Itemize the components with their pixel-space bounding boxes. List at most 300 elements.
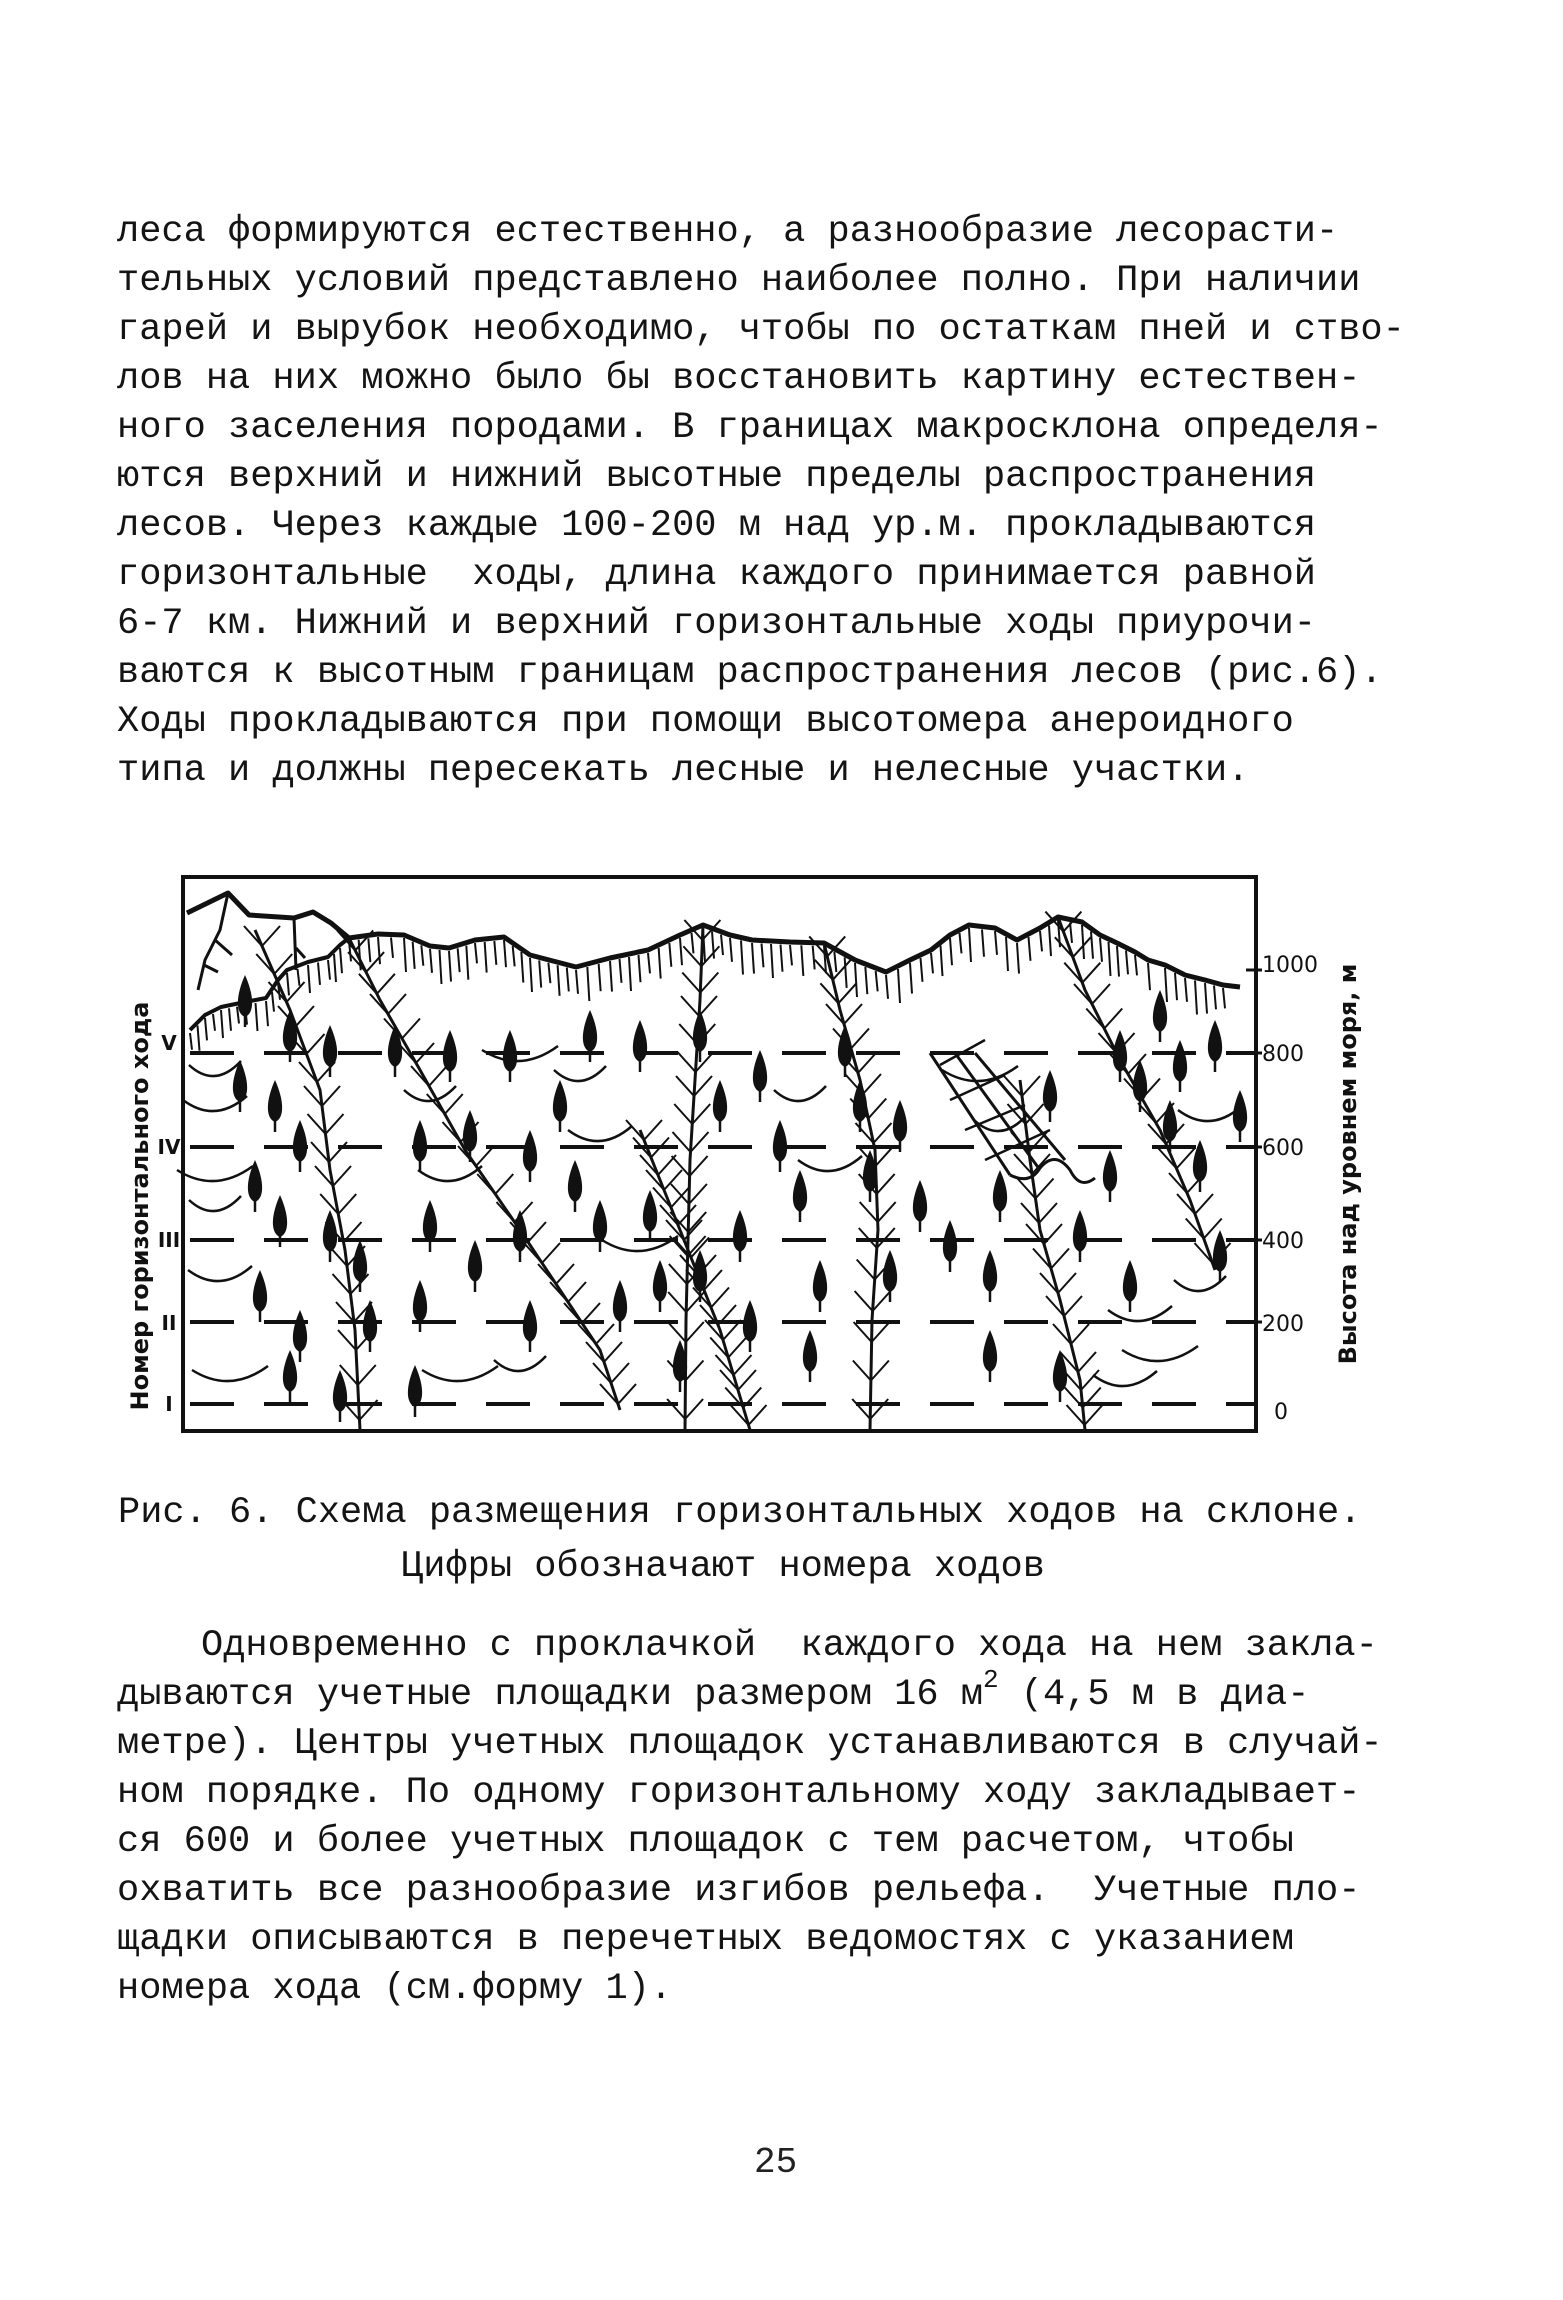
herringbone-stroke [674, 1104, 692, 1124]
hatch-stroke [931, 953, 933, 973]
herringbone-stroke [445, 1094, 463, 1114]
hatch-stroke [198, 1026, 200, 1051]
hatch-stroke [801, 945, 803, 976]
herringbone-stroke [689, 1184, 707, 1204]
text-line: ся 600 и более учетных площадок с тем расчетом, чтобы [117, 1821, 1294, 1863]
hatch-stroke [521, 952, 523, 983]
tree-icon [713, 1080, 727, 1122]
elevation-600: 600 [1262, 1136, 1304, 1161]
hatch-stroke [256, 1003, 258, 1031]
herringbone-stroke [844, 1004, 862, 1024]
traverse-number-1: I [165, 1392, 173, 1416]
herringbone-stroke [596, 1324, 614, 1344]
herringbone-stroke [1085, 1405, 1103, 1425]
hatch-stroke [629, 957, 631, 991]
herringbone-stroke [542, 1243, 560, 1263]
herringbone-stroke [1104, 1009, 1122, 1029]
slope-diagram [0, 840, 1563, 1450]
herringbone-stroke [611, 1363, 629, 1383]
left-axis-label: Номер горизонтального хода [126, 1001, 154, 1411]
hatch-stroke [440, 950, 442, 984]
tree-icon [503, 1030, 517, 1072]
hatch-stroke [318, 963, 320, 985]
hatch-stroke [752, 943, 754, 974]
tree-icon [323, 1025, 337, 1067]
herringbone-stroke [568, 1282, 586, 1302]
herringbone-stroke [877, 1174, 895, 1194]
herringbone-stroke [528, 1222, 546, 1242]
hatch-stroke [539, 960, 541, 987]
valley-lines [244, 912, 1231, 1430]
hatch-stroke [910, 963, 912, 994]
hatch-stroke [876, 971, 878, 991]
hatch-stroke [886, 975, 888, 999]
herringbone-stroke [872, 1322, 890, 1342]
hatch-stroke [790, 945, 792, 965]
hatch-stroke [458, 948, 460, 972]
herringbone-stroke [658, 1155, 676, 1175]
herringbone-stroke [1064, 1296, 1082, 1316]
hatch-stroke [741, 941, 743, 975]
hatch-stroke [190, 1033, 192, 1050]
herringbone-stroke [1022, 1076, 1040, 1096]
herringbone-stroke [1051, 1249, 1069, 1269]
hatch-stroke [404, 938, 406, 972]
hatch-stroke [504, 940, 506, 967]
tree-icon [413, 1280, 427, 1322]
tree-icon [238, 975, 252, 1017]
herringbone-stroke [377, 974, 395, 994]
hatch-stroke [1082, 925, 1084, 959]
herringbone-stroke [868, 1099, 886, 1119]
hatch-stroke [272, 992, 274, 1012]
hatch-stroke [669, 943, 671, 967]
slope-arc [774, 1086, 826, 1101]
text-line: лесов. Через каждые 100-200 м над ур.м. прокладываются [117, 505, 1316, 547]
herringbone-stroke [691, 1132, 709, 1152]
hatch-stroke [659, 948, 661, 979]
herringbone-stroke [860, 1202, 878, 1222]
text-line: 6-7 км. Нижний и верхний горизонтальные ходы приурочи- [117, 603, 1316, 645]
hatch-stroke [430, 949, 432, 973]
tree-icon [268, 1080, 282, 1122]
hatch-stroke [587, 967, 589, 1001]
slope-arc [1093, 1371, 1157, 1386]
hatch-stroke [413, 942, 415, 969]
hatch-stroke [1006, 937, 1008, 971]
hatch-stroke [1109, 942, 1111, 976]
elevation-800: 800 [1262, 1042, 1304, 1067]
hatch-stroke [205, 1018, 207, 1040]
text-line: Одновременно с проклачкой каждого хода на нем закла- [201, 1625, 1378, 1667]
tree-icon [813, 1260, 827, 1302]
herringbone-stroke [1078, 1352, 1096, 1372]
slope-arc [188, 1266, 252, 1281]
hatch-stroke [1205, 983, 1207, 1014]
herringbone-stroke [685, 1361, 703, 1381]
traverse-number-4: IV [157, 1135, 181, 1159]
hatch-stroke [298, 969, 300, 986]
herringbone-stroke [854, 1322, 872, 1342]
herringbone-stroke [871, 1361, 889, 1381]
traverse-number-3: III [157, 1228, 181, 1252]
hatch-stroke [1214, 986, 1216, 1010]
tree-icon [743, 1300, 757, 1342]
tree-icon [443, 1030, 457, 1072]
elevation-0: 0 [1274, 1400, 1288, 1425]
hatch-stroke [692, 933, 694, 953]
tree-icon [693, 1250, 707, 1292]
herringbone-stroke [1039, 1203, 1057, 1223]
herringbone-stroke [749, 1405, 767, 1425]
text-line: охватить все разнообразие изгибов рельефа. Учетные пло- [117, 1870, 1361, 1912]
herringbone-stroke [1058, 1273, 1076, 1293]
tree-icon [363, 1300, 377, 1342]
hatch-stroke [368, 938, 370, 962]
herringbone-stroke [855, 1291, 873, 1311]
tree-icon [913, 1180, 927, 1222]
text-line: тельных условий представлено наиболее полно. При наличии [117, 260, 1361, 302]
hatch-stroke [530, 958, 532, 992]
text-line: леса формируются естественно, а разнообразие лесорасти- [117, 211, 1339, 253]
herringbone-stroke [671, 1188, 689, 1208]
hatch-stroke [1049, 926, 1051, 957]
slope-arc [189, 1061, 241, 1076]
hatch-stroke [334, 954, 336, 982]
hatch-stroke [1117, 946, 1119, 977]
herringbone-stroke [700, 973, 718, 993]
herringbone-stroke [296, 1006, 314, 1026]
tree-icon [323, 1210, 337, 1252]
herringbone-stroke [322, 1086, 340, 1106]
tree-icon [293, 1120, 307, 1162]
hatch-stroke [308, 965, 310, 993]
tree-icon [1123, 1260, 1137, 1302]
hatch-stroke [576, 970, 578, 994]
herringbone-stroke [1195, 1194, 1213, 1214]
right-axis-label: Высота над уровнем моря, м [1334, 963, 1362, 1365]
tree-icon [413, 1120, 427, 1162]
herringbone-stroke [578, 1324, 596, 1344]
mountain-ridge [187, 893, 1240, 1030]
tree-icon [1233, 1090, 1247, 1132]
hatch-stroke [995, 931, 997, 955]
hatched-clearing [930, 1040, 1095, 1183]
text-line: лов на них можно было бы восстановить картину естествен- [117, 358, 1361, 400]
hatch-stroke [558, 965, 560, 996]
herringbone-stroke [338, 1330, 356, 1350]
tree-icon [283, 1350, 297, 1392]
herringbone-stroke [863, 1074, 881, 1094]
herringbone-stroke [678, 1052, 696, 1072]
slope-arc [1122, 1346, 1198, 1361]
hatch-stroke [475, 943, 477, 963]
hatch-stroke [466, 946, 468, 980]
hatch-stroke [513, 946, 515, 966]
tree-icon [388, 1025, 402, 1067]
herringbone-stroke [878, 1202, 896, 1222]
tree-icon [1073, 1210, 1087, 1252]
herringbone-stroke [333, 1166, 351, 1186]
herringbone-stroke [851, 1029, 869, 1049]
hatch-stroke [813, 946, 815, 970]
herringbone-stroke [668, 1322, 686, 1342]
tree-icon [1208, 1020, 1222, 1062]
hatch-stroke [834, 952, 836, 972]
tree-icon [593, 1200, 607, 1242]
text-line: номера хода (см.форму 1). [117, 1968, 673, 2010]
text-line: метре). Центры учетных площадок устанавливаются в случай- [117, 1723, 1383, 1765]
text-line: ваются к высотным границам распространения лесов (рис.6). [117, 652, 1383, 694]
tree-icon [1173, 1040, 1187, 1082]
herringbone-stroke [388, 994, 406, 1014]
text-line: ются верхний и нижний высотные пределы распространения [117, 456, 1316, 498]
hatch-stroke [1148, 963, 1150, 990]
tree-icon [803, 1330, 817, 1372]
hatch-stroke [221, 1010, 223, 1038]
herringbone-stroke [682, 973, 700, 993]
herringbone-stroke [681, 996, 699, 1016]
hatch-stroke [1195, 981, 1197, 1015]
tree-icon [568, 1160, 582, 1202]
herringbone-stroke [326, 1114, 344, 1134]
tree-icon [333, 1370, 347, 1412]
tree-icon [1103, 1150, 1117, 1192]
tree-icon [248, 1160, 262, 1202]
tree-icon [733, 1210, 747, 1252]
tree-icon [838, 1025, 852, 1067]
hatch-stroke [730, 938, 732, 962]
herringbone-stroke [604, 1342, 622, 1362]
herringbone-stroke [853, 1361, 871, 1381]
slope-arc [568, 1126, 632, 1141]
valley-line [1020, 1080, 1085, 1430]
herringbone-stroke [358, 1365, 376, 1385]
herringbone-stroke [550, 1282, 568, 1302]
tree-icon [253, 1270, 267, 1312]
tree-icon [283, 1010, 297, 1052]
tree-icon [993, 1170, 1007, 1212]
herringbone-stroke [1071, 1324, 1089, 1344]
tree-icon [653, 1260, 667, 1302]
tree-icon [883, 1250, 897, 1292]
herringbone-stroke [711, 1288, 729, 1308]
herringbone-stroke [671, 1184, 689, 1204]
tree-icon [273, 1195, 287, 1237]
hatch-stroke [449, 951, 451, 982]
hatch-stroke [610, 961, 612, 992]
hatch-stroke [599, 964, 601, 991]
slope-arc [177, 1166, 253, 1181]
hatch-stroke [1165, 968, 1167, 1002]
hatch-stroke [391, 938, 393, 958]
herringbone-stroke [858, 1053, 876, 1073]
slope-arc [422, 1366, 498, 1381]
tree-icon [633, 1020, 647, 1062]
tree-icon [983, 1250, 997, 1292]
tree-icon [408, 1365, 422, 1407]
herringbone-stroke [857, 1260, 875, 1280]
hatch-stroke [898, 969, 900, 1003]
herringbone-stroke [1081, 1370, 1099, 1390]
tree-icon [523, 1300, 537, 1342]
trees [233, 975, 1247, 1422]
hatch-stroke [548, 963, 550, 983]
hatch-stroke [845, 957, 847, 988]
tree-icon [1153, 990, 1167, 1032]
hatch-stroke [1100, 938, 1102, 962]
slope-arc [554, 1066, 606, 1081]
herringbone-stroke [429, 1066, 447, 1086]
figure-caption-line1: Рис. 6. Схема размещения горизонтальных ходов на склоне. [118, 1492, 1362, 1534]
traverse-number-5: V [161, 1031, 177, 1055]
tree-icon [613, 1280, 627, 1322]
hatch-stroke [721, 935, 723, 955]
hatch-stroke [485, 942, 487, 973]
herringbone-stroke [477, 1174, 495, 1194]
tree-icon [893, 1100, 907, 1142]
tree-icon [1213, 1230, 1227, 1272]
hatch-stroke [1135, 955, 1137, 975]
text-line: Ходы прокладываются при помощи высотомера анероидного [117, 701, 1294, 743]
herringbone-stroke [685, 1399, 703, 1419]
tree-icon [983, 1330, 997, 1372]
hatch-stroke [229, 1008, 231, 1030]
text-line [117, 1664, 1310, 1717]
herringbone-stroke [690, 1156, 708, 1176]
elevation-400: 400 [1262, 1229, 1304, 1254]
tree-icon [1043, 1070, 1057, 1112]
tree-icon [293, 1310, 307, 1352]
herringbone-stroke [338, 1194, 356, 1214]
herringbone-stroke [618, 1384, 636, 1404]
elevation-200: 200 [1262, 1312, 1304, 1337]
valley-line [685, 925, 703, 1430]
hatch-stroke [266, 1001, 268, 1026]
herringbone-stroke [676, 1076, 694, 1096]
hatch-stroke [865, 967, 867, 994]
herringbone-stroke [738, 1370, 756, 1390]
page-number: 25 [754, 2142, 798, 2183]
tree-icon [553, 1080, 567, 1122]
hatch-stroke [1091, 932, 1093, 959]
herringbone-stroke [1036, 1179, 1054, 1199]
valley-line [255, 930, 360, 1430]
text-segment: дываются учетные площадки размером 16 м [117, 1674, 983, 1716]
herringbone-stroke [524, 1243, 542, 1263]
herringbone-stroke [694, 1076, 712, 1096]
hatch-stroke [620, 959, 622, 983]
slope-arc [798, 1156, 862, 1171]
tree-icon [1163, 1100, 1177, 1142]
slope-arc [494, 1356, 546, 1371]
herringbone-stroke [1092, 984, 1110, 1004]
herringbone-stroke [1177, 1149, 1195, 1169]
hatch-stroke [328, 960, 330, 980]
tree-icon [753, 1050, 767, 1092]
herringbone-stroke [668, 1292, 686, 1312]
hatch-stroke [1029, 937, 1031, 961]
tree-icon [513, 1210, 527, 1252]
hatch-stroke [340, 948, 342, 973]
elevation-1000: 1000 [1262, 953, 1318, 978]
hatch-stroke [941, 946, 943, 977]
herringbone-stroke [699, 996, 717, 1016]
herringbone-stroke [644, 1120, 662, 1140]
text-segment: (4,5 м в диа- [998, 1674, 1310, 1716]
hatch-stroke [950, 938, 952, 965]
hatch-stroke [639, 955, 641, 982]
hatch-stroke [969, 928, 971, 962]
hatch-stroke [648, 953, 650, 973]
slope-arc [189, 1196, 241, 1211]
hatch-stroke [921, 958, 923, 982]
traverse-number-2: II [161, 1311, 177, 1335]
herringbone-stroke [538, 1264, 556, 1284]
herringbone-stroke [686, 1322, 704, 1342]
hatch-stroke [378, 937, 380, 964]
text-line: ном порядке. По одному горизонтальному ходу закладывает- [117, 1772, 1361, 1814]
hatch-stroke [287, 973, 289, 995]
herringbone-stroke [734, 1355, 752, 1375]
slope-arc [418, 1166, 482, 1181]
tree-icon [463, 1110, 477, 1152]
herringbone-stroke [873, 1291, 891, 1311]
tree-icon [583, 1010, 597, 1052]
tree-icon [1113, 1030, 1127, 1072]
tree-icon [423, 1200, 437, 1242]
herringbone-stroke [1073, 937, 1091, 957]
tree-icon [943, 1220, 957, 1262]
hatch-stroke [855, 963, 857, 997]
hatch-stroke [982, 930, 984, 957]
text-line: ного заселения породами. В границах макросклона определя- [117, 407, 1383, 449]
herringbone-stroke [497, 1202, 515, 1222]
hatch-stroke [771, 944, 773, 978]
tree-icon [773, 1120, 787, 1162]
herringbone-stroke [244, 926, 262, 946]
tree-icon [643, 1190, 657, 1232]
herringbone-stroke [402, 1019, 420, 1039]
tree-icon [468, 1240, 482, 1282]
hatch-stroke [213, 1014, 215, 1031]
tree-icon [693, 1010, 707, 1052]
slope-arc [1108, 1306, 1172, 1321]
herringbone-stroke [307, 1034, 325, 1054]
hatch-stroke [960, 933, 962, 953]
hatch-stroke [421, 945, 423, 965]
tree-icon [793, 1170, 807, 1212]
hatch-stroke [494, 941, 496, 965]
hatch-stroke [781, 945, 783, 972]
hatch-stroke [1175, 973, 1177, 1000]
clearing-crossline [940, 1040, 1050, 1160]
herringbone-stroke [669, 1264, 687, 1284]
clearing-edge [930, 1053, 1065, 1175]
slope-arc [192, 1366, 268, 1381]
superscript: 2 [982, 1664, 999, 1695]
tree-icon [523, 1130, 537, 1172]
herringbone-stroke [692, 1104, 710, 1124]
herringbone-stroke [1082, 963, 1100, 983]
hatch-stroke [680, 938, 682, 965]
hatch-stroke [1185, 978, 1187, 1002]
slope-arc [1178, 1106, 1242, 1121]
text-line: гарей и вырубок необходимо, чтобы по остаткам пней и ство- [117, 309, 1405, 351]
herringbone-stroke [556, 1264, 574, 1284]
hatch-stroke [1223, 988, 1225, 1008]
herringbone-stroke [728, 1338, 746, 1358]
